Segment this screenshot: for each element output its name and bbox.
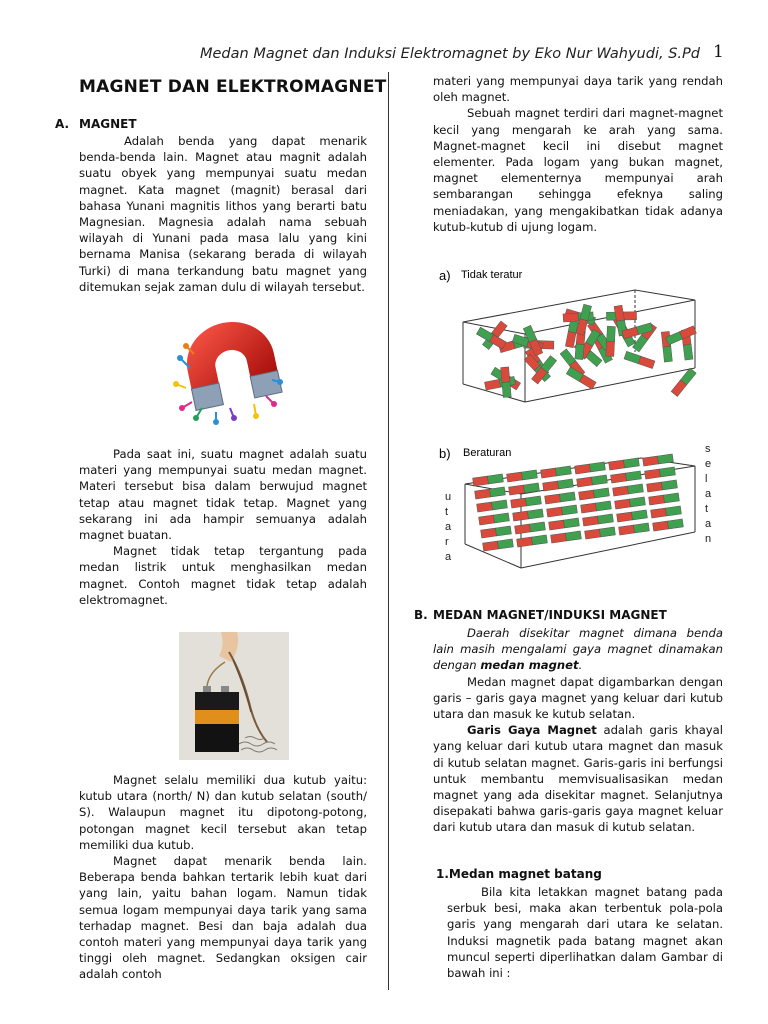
running-header: Medan Magnet dan Induksi Elektromagnet by Eko Nur Wahyudi, S.Pd bbox=[200, 46, 700, 62]
figure-right-letter: n bbox=[705, 533, 712, 545]
elementary-magnet-ordered bbox=[615, 497, 646, 509]
elementary-magnet-ordered bbox=[479, 513, 510, 525]
elementary-magnet-ordered bbox=[581, 501, 612, 513]
elementary-magnet-ordered bbox=[617, 510, 648, 522]
figure-left-letter: r bbox=[445, 536, 449, 548]
elementary-magnet-ordered bbox=[575, 462, 606, 474]
elementary-magnet-random bbox=[501, 367, 512, 398]
figure-right-letter: l bbox=[705, 473, 708, 485]
elementary-magnet-ordered bbox=[509, 483, 540, 495]
elementary-magnet-ordered bbox=[551, 531, 582, 543]
page-number: 1 bbox=[713, 42, 724, 62]
elementary-magnet-ordered bbox=[507, 470, 538, 482]
paragraph-magnet-definition: Adalah benda yang dapat menarik benda-benda lain. Magnet atau magnit adalah suatu obyek yang mempunyai suatu medan magnet. Kata magnet (magnit) berasal dari bahasa Yunani magnitis lithos yang berarti batu Magnesian. Magnesia adalah nama sebuah wilayah di Yunani pada masa lalu yang kini bernama Manisa (sekarang berada di wilayah Turki) di mana terkandung batu magnet yang ditemukan sejak zaman dulu di wilayah tersebut. bbox=[79, 134, 367, 294]
elementary-magnet-ordered bbox=[645, 467, 676, 479]
elementary-magnets-diagram bbox=[435, 262, 725, 572]
figure-b-caption: Beraturan bbox=[463, 447, 512, 459]
elementary-magnet-ordered bbox=[481, 526, 512, 538]
figure-b-label: b) bbox=[439, 446, 451, 461]
elementary-magnet-ordered bbox=[477, 500, 508, 512]
elementary-magnet-random bbox=[666, 326, 697, 345]
elementary-magnet-ordered bbox=[651, 506, 682, 518]
paragraph-non-permanent-magnet: Magnet tidak tetap tergantung pada medan listrik untuk menghasilkan medan magnet. Contoh magnet tidak tetap adalah elektromagnet. bbox=[79, 544, 367, 607]
figure-left-letter: t bbox=[445, 506, 449, 518]
elementary-magnet-ordered bbox=[609, 458, 640, 470]
elementary-magnet-ordered bbox=[475, 487, 506, 499]
elementary-magnet-ordered bbox=[545, 492, 576, 504]
horseshoe-magnet-image bbox=[170, 318, 290, 426]
section-b-label: B. bbox=[414, 608, 428, 622]
figure-left-letter: a bbox=[445, 551, 452, 563]
elementary-magnet-random bbox=[624, 351, 655, 368]
elementary-magnet-ordered bbox=[543, 479, 574, 491]
figure-left-letter: a bbox=[445, 521, 452, 533]
paragraph-elementary-magnets: Sebuah magnet terdiri dari magnet-magnet kecil yang mengarah ke arah yang sama. Magnet-magnet kecil ini disebut magnet elementer. Pada logam yang bukan magnet, magnet elementernya mempunyai arah sembarangan sehingga efeknya saling meniadakan, yang mengakibatkan tidak adanya kutub-kutub di ujung logam. bbox=[433, 106, 723, 234]
elementary-magnet-ordered bbox=[473, 474, 504, 486]
figure-right-letter: s bbox=[705, 443, 711, 455]
document-title: MAGNET DAN ELEKTROMAGNET bbox=[79, 77, 387, 97]
elementary-magnet-ordered bbox=[483, 539, 514, 551]
elementary-magnet-ordered bbox=[579, 488, 610, 500]
paragraph-magnet-poles: Magnet selalu memiliki dua kutub yaitu: kutub utara (north/ N) dan kutub selatan (south/ S). Walaupun magnet itu dipotong-potong, potongan magnet kecil tersebut akan tetap memiliki dua kutub. bbox=[79, 773, 367, 852]
paragraph-field-definition: Daerah disekitar magnet dimana benda lain masih mengalami gaya magnet dinamakan dengan medan magnet. bbox=[433, 626, 723, 673]
column-divider bbox=[388, 72, 389, 990]
paragraph-bar-magnet: Bila kita letakkan magnet batang pada serbuk besi, maka akan terbentuk pola-pola garis yang mengarah dari utara ke selatan. Induksi magnetik pada batang magnet akan muncul seperti diperlihatkan dalam Gambar di bawah ini : bbox=[447, 885, 723, 981]
elementary-magnet-ordered bbox=[513, 509, 544, 521]
figure-right-letter: e bbox=[705, 458, 712, 470]
figure-a-caption: Tidak teratur bbox=[461, 269, 523, 281]
elementary-magnet-ordered bbox=[613, 484, 644, 496]
elementary-magnet-ordered bbox=[653, 519, 684, 531]
elementary-magnet-ordered bbox=[647, 480, 678, 492]
section-a-title: MAGNET bbox=[79, 117, 137, 131]
elementary-magnet-ordered bbox=[611, 471, 642, 483]
paragraph-magnet-today: Pada saat ini, suatu magnet adalah suatu materi yang mempunyai suatu medan magnet. Materi tersebut bisa dalam berwujud magnet tetap atau magnet tidak tetap. Magnet yang sekarang ini ada hampir semuanya adalah magnet buatan. bbox=[79, 447, 367, 543]
elementary-magnet-ordered bbox=[515, 522, 546, 534]
figure-right-letter: a bbox=[705, 488, 712, 500]
elementary-magnet-ordered bbox=[643, 454, 674, 466]
electromagnet-battery-image bbox=[179, 632, 289, 760]
elementary-magnet-ordered bbox=[585, 527, 616, 539]
figure-a-label: a) bbox=[439, 268, 451, 283]
section-b-title: MEDAN MAGNET/INDUKSI MAGNET bbox=[433, 608, 667, 622]
figure-right-letter: t bbox=[705, 503, 709, 515]
figure-right-letter: a bbox=[705, 518, 712, 530]
paragraph-magnet-attraction: Magnet dapat menarik benda lain. Beberapa benda bahkan tertarik lebih kuat dari yang lain, yaitu bahan logam. Namun tidak semua logam mempunyai daya tarik yang sama terhadap magnet. Besi dan baja adalah dua contoh materi yang mempunyai daya tarik yang tinggi oleh magnet. Sedangkan oksigen cair adalah contoh bbox=[79, 854, 367, 982]
elementary-magnet-random bbox=[606, 326, 616, 356]
elementary-magnet-ordered bbox=[619, 523, 650, 535]
elementary-magnet-ordered bbox=[547, 505, 578, 517]
elementary-magnet-ordered bbox=[583, 514, 614, 526]
elementary-magnet-ordered bbox=[649, 493, 680, 505]
paragraph-field-lines: Medan magnet dapat digambarkan dengan garis – garis gaya magnet yang keluar dari kutub utara dan masuk ke kutub selatan. bbox=[433, 674, 723, 722]
elementary-magnet-ordered bbox=[541, 466, 572, 478]
elementary-magnet-ordered bbox=[577, 475, 608, 487]
section-a-label: A. bbox=[55, 117, 70, 131]
elementary-magnet-ordered bbox=[511, 496, 542, 508]
subsection-bar-magnet-title: 1.Medan magnet batang bbox=[436, 867, 602, 881]
elementary-magnet-ordered bbox=[549, 518, 580, 530]
paragraph-field-line-definition: Garis Gaya Magnet adalah garis khayal yang keluar dari kutub utara magnet dan masuk di kutub selatan magnet. Garis-garis ini berfungsi untuk membantu memvisualisasikan medan magnet yang ada disekitar magnet. Selanjutnya disepakati bahwa garis-garis gaya magnet keluar dari kutub utara dan masuk di kutub selatan. bbox=[433, 723, 723, 835]
paragraph-continuation: materi yang mempunyai daya tarik yang rendah oleh magnet. bbox=[433, 74, 723, 105]
figure-left-letter: u bbox=[445, 491, 452, 503]
